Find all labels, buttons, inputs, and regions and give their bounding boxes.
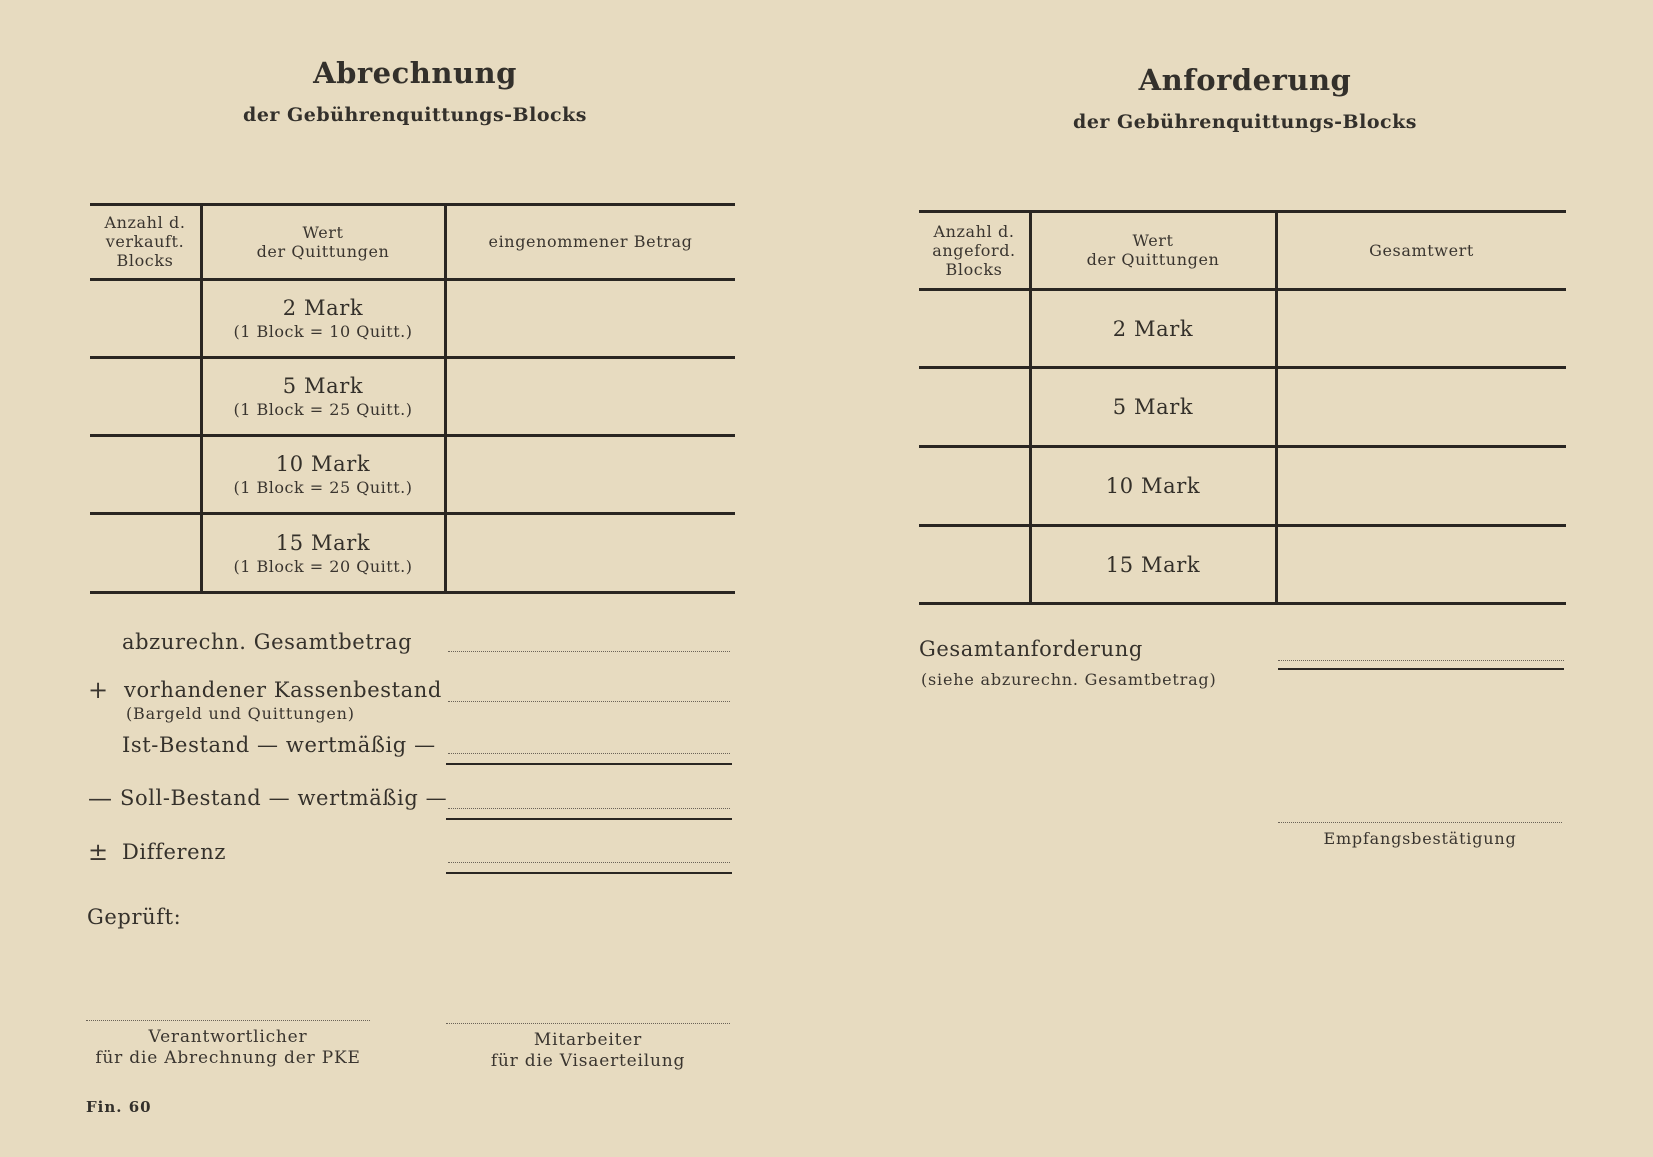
right-title: Anforderung [1138,63,1352,97]
request-table [919,210,1566,605]
total-request-note: (siehe abzurechn. Gesamtbetrag) [921,670,1217,689]
receipt-label: Empfangsbestätigung [1323,829,1517,848]
plus-minus-sign: ± [88,838,109,866]
target-stock-line[interactable] [448,808,730,809]
row-value: 10 Mark [1105,474,1201,498]
difference-label: Differenz [122,840,226,864]
actual-stock-rule [446,763,732,765]
row-value: 5 Mark [1112,395,1194,419]
row-value: 15 Mark [275,530,371,555]
signature-line-responsible[interactable] [86,1020,370,1021]
header-receipt-value: Wert der Quittungen [1086,231,1220,269]
form-code: Fin. 60 [86,1098,152,1116]
row-note: (1 Block = 20 Quitt.) [233,556,413,576]
minus-sign: — [88,784,112,812]
row-note: (1 Block = 25 Quitt.) [233,478,413,497]
cash-balance-label: vorhandener Kassenbestand [124,678,442,702]
row-value: 2 Mark [1112,316,1194,341]
settlement-table [90,203,735,595]
target-stock-label: Soll-Bestand — wertmäßig — [120,786,448,810]
total-amount-line[interactable] [448,651,730,652]
table-row [202,515,444,591]
signature-line-employee[interactable] [446,1023,730,1024]
difference-line[interactable] [448,862,730,863]
header-block-count: Anzahl d. verkauft. Blocks [104,213,186,270]
cash-balance-note: (Bargeld und Quittungen) [126,704,355,723]
total-amount-label: abzurechn. Gesamtbetrag [122,630,413,654]
total-request-line[interactable] [1278,660,1564,661]
signature-label-responsible: Verantwortlicher für die Abrechnung der PKE [95,1027,361,1068]
header-amount-collected: eingenommener Betrag [488,232,693,251]
plus-sign: + [88,676,109,704]
target-stock-rule [446,818,732,820]
table-row [202,281,444,356]
table-row [202,437,444,512]
right-subtitle: der Gebührenquittungs-Blocks [1073,111,1417,133]
table-row [1031,527,1275,602]
cash-balance-line[interactable] [448,701,730,702]
actual-stock-line[interactable] [448,753,730,754]
table-row [1031,291,1275,366]
header-total-value: Gesamtwert [1369,240,1474,260]
difference-rule [446,872,732,874]
row-note: (1 Block = 10 Quitt.) [233,322,413,341]
table-rule [919,602,1566,605]
receipt-signature-line[interactable] [1278,822,1562,823]
row-note: (1 Block = 25 Quitt.) [233,400,413,419]
table-row [1031,448,1275,524]
left-subtitle: der Gebührenquittungs-Blocks [243,104,587,126]
table-row [1031,369,1275,445]
signature-label-employee: Mitarbeiter für die Visaerteilung [490,1030,686,1071]
row-value: 10 Mark [275,452,371,476]
checked-label: Geprüft: [87,905,182,929]
actual-stock-label: Ist-Bestand — wertmäßig — [122,733,436,757]
header-block-count: Anzahl d. angeford. Blocks [932,221,1016,279]
table-rule [90,591,735,594]
total-request-rule [1278,668,1564,670]
table-row [202,359,444,434]
header-receipt-value: Wert der Quittungen [256,222,390,261]
row-value: 5 Mark [282,374,364,398]
row-value: 15 Mark [1105,552,1201,577]
left-title: Abrechnung [313,56,517,90]
row-value: 2 Mark [282,296,364,320]
total-request-label: Gesamtanforderung [919,637,1143,661]
